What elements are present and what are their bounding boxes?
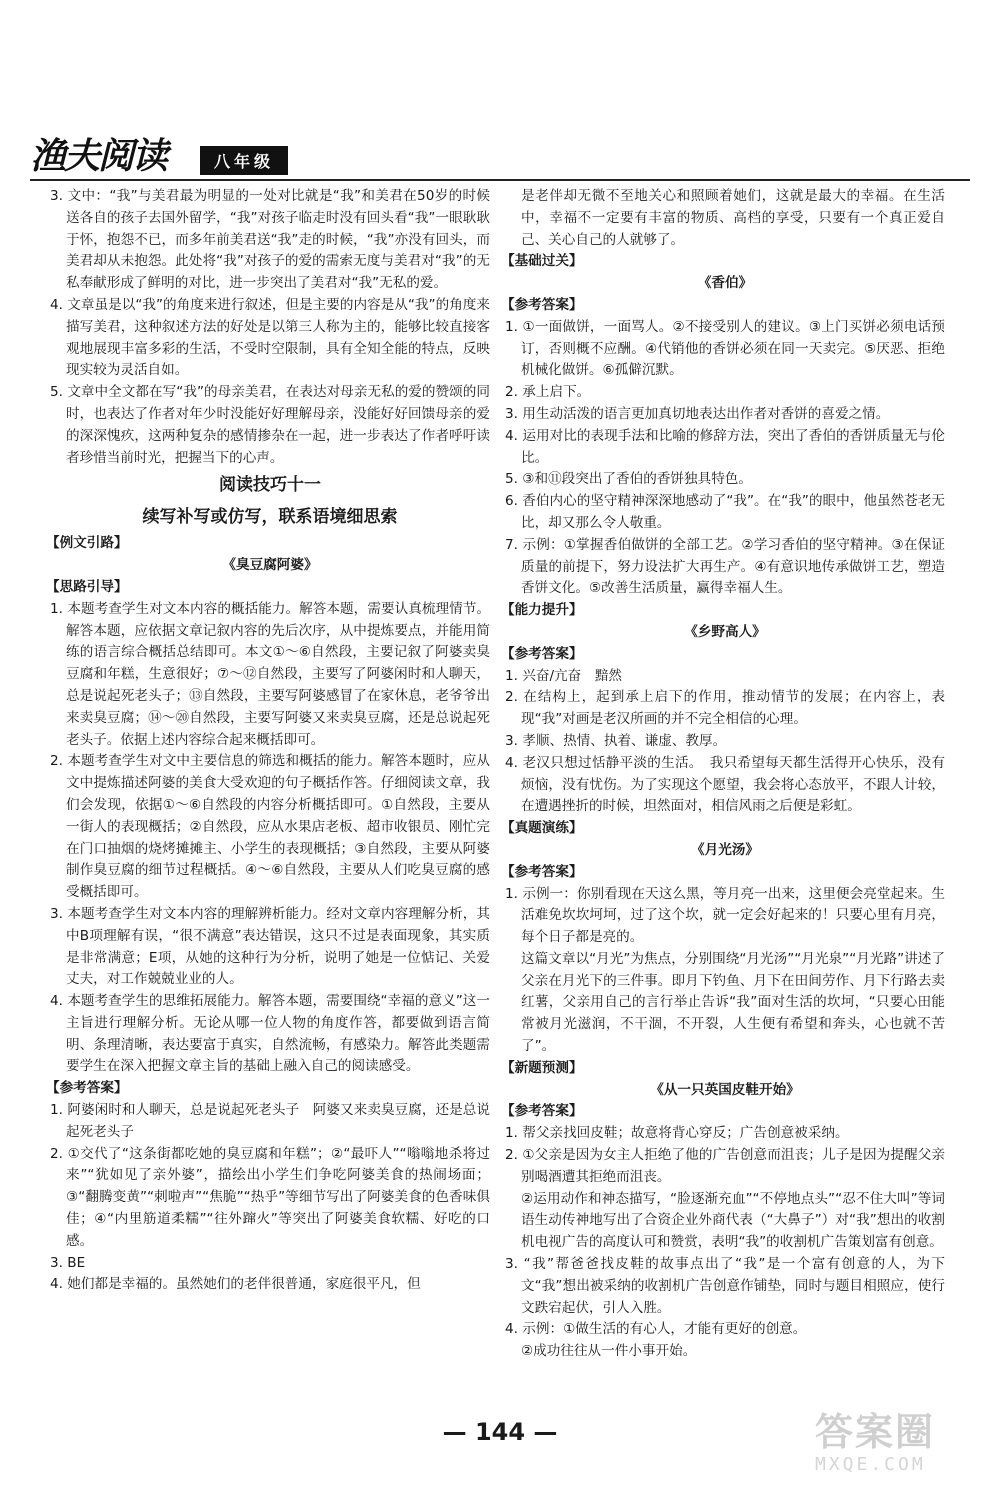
answer-item: 4. 运用对比的表现手法和比喻的修辞方法，突出了香伯的香饼质量无与伦比。	[505, 427, 945, 466]
answer-continuation: ②成功往往从一件小事开始。	[521, 1343, 697, 1360]
header-divider	[30, 179, 970, 181]
answer-item: 2. 承上启下。	[505, 384, 591, 401]
answer-item: 2. ①交代了“这条街都吃她的臭豆腐和年糕”；②“最吓人”“嗡嗡地杀将过来”“犹如见了亲外婆”，描绘出小学生们争吃阿婆美食的热闹场面；③“翻腾变黄”“刺啦声”“焦脆”“热乎”等细节写出了阿婆美食的色香味俱佳；④“内里筋道柔糯”“往外蹿火”等突出了阿婆美食软糯、好吃的口感。	[50, 1145, 490, 1249]
answer-item: 5. 文章中全文都在写“我”的母亲美君，在表达对母亲无私的爱的赞颂的同时，也表达了作者对年少时没能好好理解母亲，没能好好回馈母亲的爱的深深愧疚，这两种复杂的感情掺杂在一起，进一步表达了作者呼吁读者珍惜当前时光，把握当下的心声。	[50, 384, 490, 466]
section-label: 【新题预测】	[501, 1059, 583, 1076]
answer-item: 1. 示例一：你别看现在天这么黑，等月亮一出来，这里便会亮堂起来。生活难免坎坎坷坷，过了这个坎，就一定会好起来的！只要心里有月亮，每个日子都是亮的。	[505, 885, 945, 946]
answer-item: 7. 示例：①掌握香伯做饼的全部工艺。②学习香伯的坚守精神。③在保证质量的前提下，努力设法扩大再生产。④有意识地传承做饼工艺，塑造香饼文化。⑤改善生活质量，赢得幸福人生。	[505, 536, 945, 597]
answer-item: 4. 本题考查学生的思维拓展能力。解答本题，需要围绕“幸福的意义”这一主旨进行理解分析。无论从哪一位人物的角度作答，都要做到语言简明、条理清晰，表达要富于真实，自然流畅，有感染力。解答此类题需要学生在深入把握文章主旨的基础上融入自己的阅读感受。	[50, 993, 490, 1075]
answer-item: 1. 阿婆闲时和人聊天，总是说起死老头子 阿婆又来卖臭豆腐，还是总说起死老头子	[50, 1102, 490, 1140]
article-title: 《月光汤》	[691, 841, 759, 858]
section-label: 【例文引路】	[46, 535, 128, 552]
answer-item: 4. 老汉只想过恬静平淡的生活。 我只希望每天都生活得开心快乐，没有烦恼，没有忧伤。为了实现这个愿望，我会将心态放平，不跟人计较，在遭遇挫折的时候，坦然面对，相信风雨之后便是彩虹。	[505, 754, 945, 815]
section-label: 【参考答案】	[501, 645, 583, 662]
answer-item: 4. 她们都是幸福的。虽然她们的老伴很普通，家庭很平凡，但	[50, 1276, 421, 1293]
section-label: 【思路引导】	[46, 578, 128, 595]
answer-continuation: 是老伴却无微不至地关心和照顾着她们，这就是最大的幸福。在生活中，幸福不一定要有丰富的物质、高档的享受，只要有一个真正爱自己、关心自己的人就够了。	[521, 188, 945, 248]
page-header	[30, 128, 330, 184]
section-label: 【参考答案】	[501, 863, 583, 880]
section-label: 【参考答案】	[46, 1080, 128, 1097]
answer-item: 3. “我”帮爸爸找皮鞋的故事点出了“我”是一个富有创意的人，为下文“我”想出被采纳的收割机广告创意作铺垫，同时与题目相照应，使行文跌宕起伏，引人入胜。	[505, 1256, 945, 1316]
section-label: 【基础过关】	[501, 253, 583, 270]
answer-item: 2. 本题考查学生对文中主要信息的筛选和概括的能力。解答本题时，应从文中提炼描述阿婆的美食大受欢迎的句子概括作答。仔细阅读文章，我们会发现，依据①～⑥自然段的内容分析概括即可。①自然段，主要从一街人的表现概括；②自然段，应从水果店老板、超市收银员、刚忙完在门口抽烟的烧烤摊摊主、小学生的表现概括；③自然段，主要从阿婆制作臭豆腐的细节过程概括。④～⑥自然段，主要从人们吃臭豆腐的感受概括即可。	[50, 753, 490, 901]
reading-tip-title: 续写补写或仿写，联系语境细思索	[142, 507, 398, 528]
article-title: 《从一只英国皮鞋开始》	[650, 1081, 800, 1098]
section-label: 【真题演练】	[501, 820, 583, 837]
answer-item: 2. ①父亲是因为女主人拒绝了他的广告创意而沮丧；儿子是因为提醒父亲别喝酒遭其拒绝而沮丧。	[505, 1147, 945, 1185]
grade-badge: 八年级	[200, 146, 288, 175]
answer-item: 4. 文章虽是以“我”的角度来进行叙述，但是主要的内容是从“我”的角度来描写美君，这种叙述方法的好处是以第三人称为主的，能够比较直接客观地展现丰富多彩的生活，不受时空限制，具有全知全能的特点，反映现实较为灵活自如。	[50, 296, 490, 379]
watermark-text: 答案圈	[815, 1410, 936, 1454]
answer-item: 1. ①一面做饼，一面骂人。②不接受别人的建议。③上门买饼必须电话预订，否则概不应酬。④代销他的香饼必须在同一天卖完。⑤厌恶、拒绝机械化做饼。⑥孤僻沉默。	[505, 318, 945, 379]
answer-item: 3. 孝顺、热情、执着、谦虚、教厚。	[505, 732, 727, 749]
answer-item: 4. 示例：①做生活的有心人，才能有更好的创意。	[505, 1321, 807, 1338]
page-number: — 144 —	[442, 1418, 558, 1446]
answer-item: 3. 本题考查学生对文本内容的理解辨析能力。经对文章内容理解分析，其中B项理解有误，“很不满意”表达错误，这只不过是表面现象，其实质是非常满意；E项，从她的这种行为分析，说明了她是一位惦记、关爱丈夫，对工作兢兢业业的人。	[50, 905, 490, 988]
answer-item: 5. ③和⑪段突出了香伯的香饼独具特色。	[505, 471, 752, 488]
article-title: 《香伯》	[697, 275, 753, 292]
answer-continuation: 这篇文章以“月光”为焦点，分别围绕“月光汤”“月光泉”“月光路”讲述了父亲在月光下的三件事。即月下钓鱼、月下在田间劳作、月下行路去卖红薯，父亲用自己的言行举止告诉“我”面对生活的坎坷，“只要心田能常被月光滋润，不干涸，不开裂，人生便有希望和奔头，心也就不苦了”。	[521, 950, 945, 1055]
answer-item: 2. 在结构上，起到承上启下的作用，推动情节的发展；在内容上，表现“我”对画是老汉所画的并不完全相信的心理。	[505, 689, 945, 728]
answer-item: 1. 本题考查学生对文本内容的概括能力。解答本题，需要认真梳理情节。解答本题，应依据文章记叙内容的先后次序，从中提炼要点，并能用简练的语言综合概括总结即可。本文①～⑥自然段，主要记叙了阿婆卖臭豆腐和年糕，生意很好；⑦～⑫自然段，主要写了阿婆闲时和人聊天，总是说起死老头子；⑬自然段，主要写阿婆感冒了在家休息，老爷爷出来卖臭豆腐；⑭～⑳自然段，主要写阿婆又来卖臭豆腐，还是总说起死老头子。依据上述内容综合起来概括即可。	[50, 600, 490, 748]
left-column	[46, 186, 490, 1296]
section-label: 【参考答案】	[501, 1103, 583, 1120]
article-title: 《臭豆腐阿婆》	[222, 557, 318, 574]
watermark-url: MXQE.COM	[815, 1454, 926, 1475]
article-title: 《乡野高人》	[684, 623, 766, 640]
answer-item: 1. 兴奋/亢奋 黯然	[505, 667, 623, 684]
series-logo: 渔夫阅读	[30, 135, 167, 177]
answer-continuation: ②运用动作和神态描写，“脸逐渐充血”“不停地点头”“忍不住大叫”等词语生动传神地写出了合资企业外商代表（“大鼻子”）对“我”想出的收割机电视广告的高度认可和赞赏，表明“我”的收割机广告策划富有创意。	[521, 1190, 945, 1251]
section-label: 【能力提升】	[501, 602, 583, 619]
answer-item: 3. 用生动活泼的语言更加真切地表达出作者对香饼的喜爱之情。	[505, 405, 890, 422]
section-label: 【参考答案】	[501, 296, 583, 313]
right-column	[501, 186, 945, 1363]
site-watermark	[815, 1410, 985, 1482]
answer-item: 3. 文中：“我”与美君最为明显的一处对比就是“我”和美君在50岁的时候送各自的孩子去国外留学，“我”对孩子临走时没有回头看“我”一眼耿耿于怀，抱怨不已，而多年前美君送“我”走的时候，“我”亦没有回头，而美君却从未抱怨。此处将“我”对孩子的爱的需索无度与美君对“我”的无私奉献形成了鲜明的对比，进一步突出了美君对“我”无私的爱。	[50, 188, 490, 292]
answer-item: 1. 帮父亲找回皮鞋；故意将背心穿反；广告创意被采纳。	[505, 1125, 849, 1142]
reading-tip-title: 阅读技巧十一	[219, 475, 321, 496]
answer-item: 3. BE	[50, 1254, 86, 1271]
answer-item: 6. 香伯内心的坚守精神深深地感动了“我”。在“我”的眼中，他虽然苍老无比，却又那么令人敬重。	[505, 493, 945, 531]
